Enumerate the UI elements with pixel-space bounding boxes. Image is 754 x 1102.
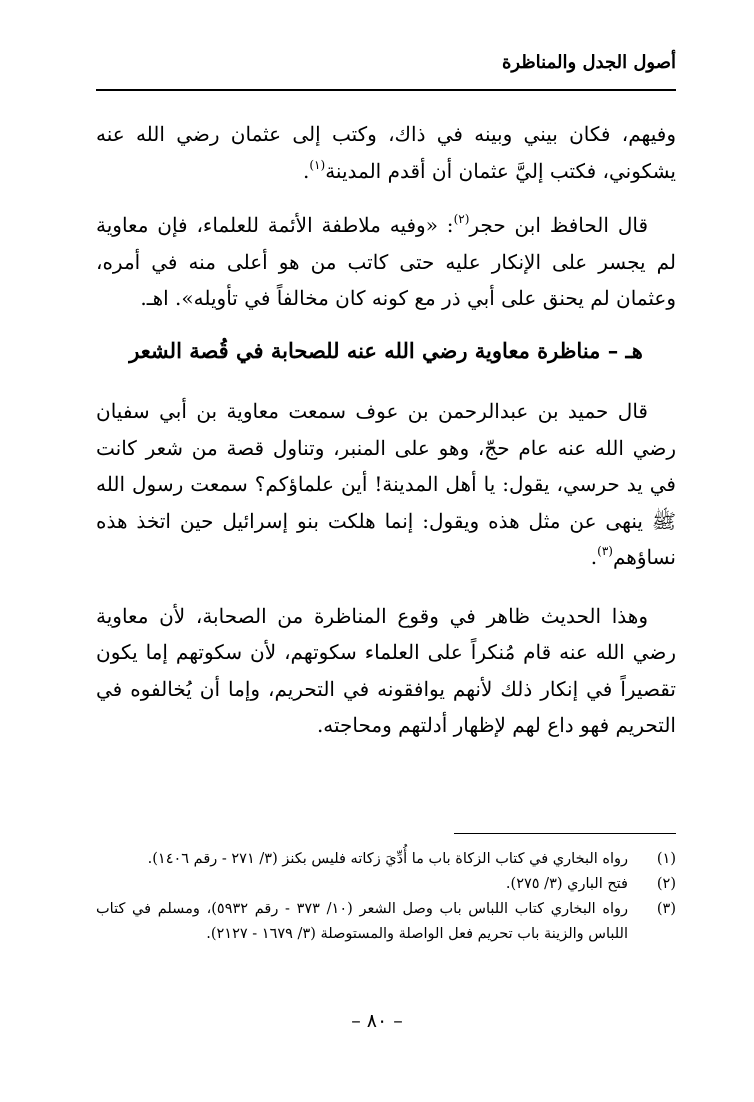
paragraph-4: وهذا الحديث ظاهر في وقوع المناظرة من الصحابة، لأن معاوية رضي الله عنه قام مُنكراً على العلماء سكوتهم، لأن سكوتهم إما يكون تقصيراً في إنكار ذلك لأنهم يوافقونه في التحريم، وإما أن يُخالفوه في التحريم فهو داع لهم لإظهار أدلتهم ومحاجته.	[96, 603, 676, 737]
footnote-number: (١)	[656, 851, 676, 867]
header-rule	[96, 89, 676, 91]
footnote-2	[96, 872, 676, 897]
paragraph-1-text: وفيهم، فكان بيني وبينه في ذاك، وكتب إلى عثمان رضي الله عنه يشكوني، فكتب إليَّ عثمان أن أقدم المدينة	[96, 122, 676, 183]
running-header-title: أصول الجدل والمناظرة	[501, 52, 676, 73]
footnote-rule	[454, 833, 676, 834]
footnote-text: رواه البخاري في كتاب الزكاة باب ما أُدِّيَ زكاته فليس بكنز (٣/ ٢٧١ - رقم ١٤٠٦).	[147, 851, 628, 867]
footnote-number: (٢)	[656, 876, 676, 892]
footnote-number: (٣)	[656, 901, 676, 917]
footnotes	[96, 847, 676, 947]
paragraph-2-text-after: : «وفيه ملاطفة الأئمة للعلماء، فإن معاوية لم يجسر على الإنكار عليه حتى كاتب من هو أعلى منه في أمره، وعثمان لم يحنق على أبي ذر مع كونه كان مخالفاً في تأويله». اهـ.	[96, 213, 676, 310]
paragraph-3-text: قال حميد بن عبدالرحمن بن عوف سمعت معاوية بن أبي سفيان رضي الله عنه عام حجّ، وهو على المنبر، وتناول قصة من شعر كانت في يد حرسي، يقول: يا أهل المدينة! أين علماؤكم؟ سمعت رسول الله ﷺ ينهى عن مثل هذه ويقول: إنما هلكت بنو إسرائيل حين اتخذ هذه نساؤهم	[96, 399, 676, 569]
main-text	[96, 116, 676, 744]
footnote-text: رواه البخاري كتاب اللباس باب وصل الشعر (١٠/ ٣٧٣ - رقم ٥٩٣٢)، ومسلم في كتاب اللباس والزينة باب تحريم فعل الواصلة والمستوصلة (٣/ ١٦٧٩ - ٢١٢٧).	[96, 901, 628, 942]
footnote-1	[96, 847, 676, 872]
paragraph-1-tail: .	[303, 158, 310, 183]
footnote-text: فتح الباري (٣/ ٢٧٥).	[505, 876, 628, 892]
footnote-ref-3: (٣)	[597, 544, 613, 558]
paragraph-3	[96, 393, 676, 576]
section-heading: هـ – مناظرة معاوية رضي الله عنه للصحابة في قُصة الشعر	[129, 337, 643, 363]
footnote-ref-1: (١)	[309, 157, 326, 172]
paragraph-2	[96, 207, 676, 317]
footnote-ref-2: (٢)	[453, 212, 470, 226]
paragraph-2-text-before: قال الحافظ ابن حجر	[469, 213, 648, 237]
paragraph-3-tail: .	[590, 545, 598, 569]
paragraph-1	[96, 116, 676, 189]
page-number: – ٨٠ –	[351, 1010, 403, 1032]
footnote-3	[96, 897, 676, 947]
